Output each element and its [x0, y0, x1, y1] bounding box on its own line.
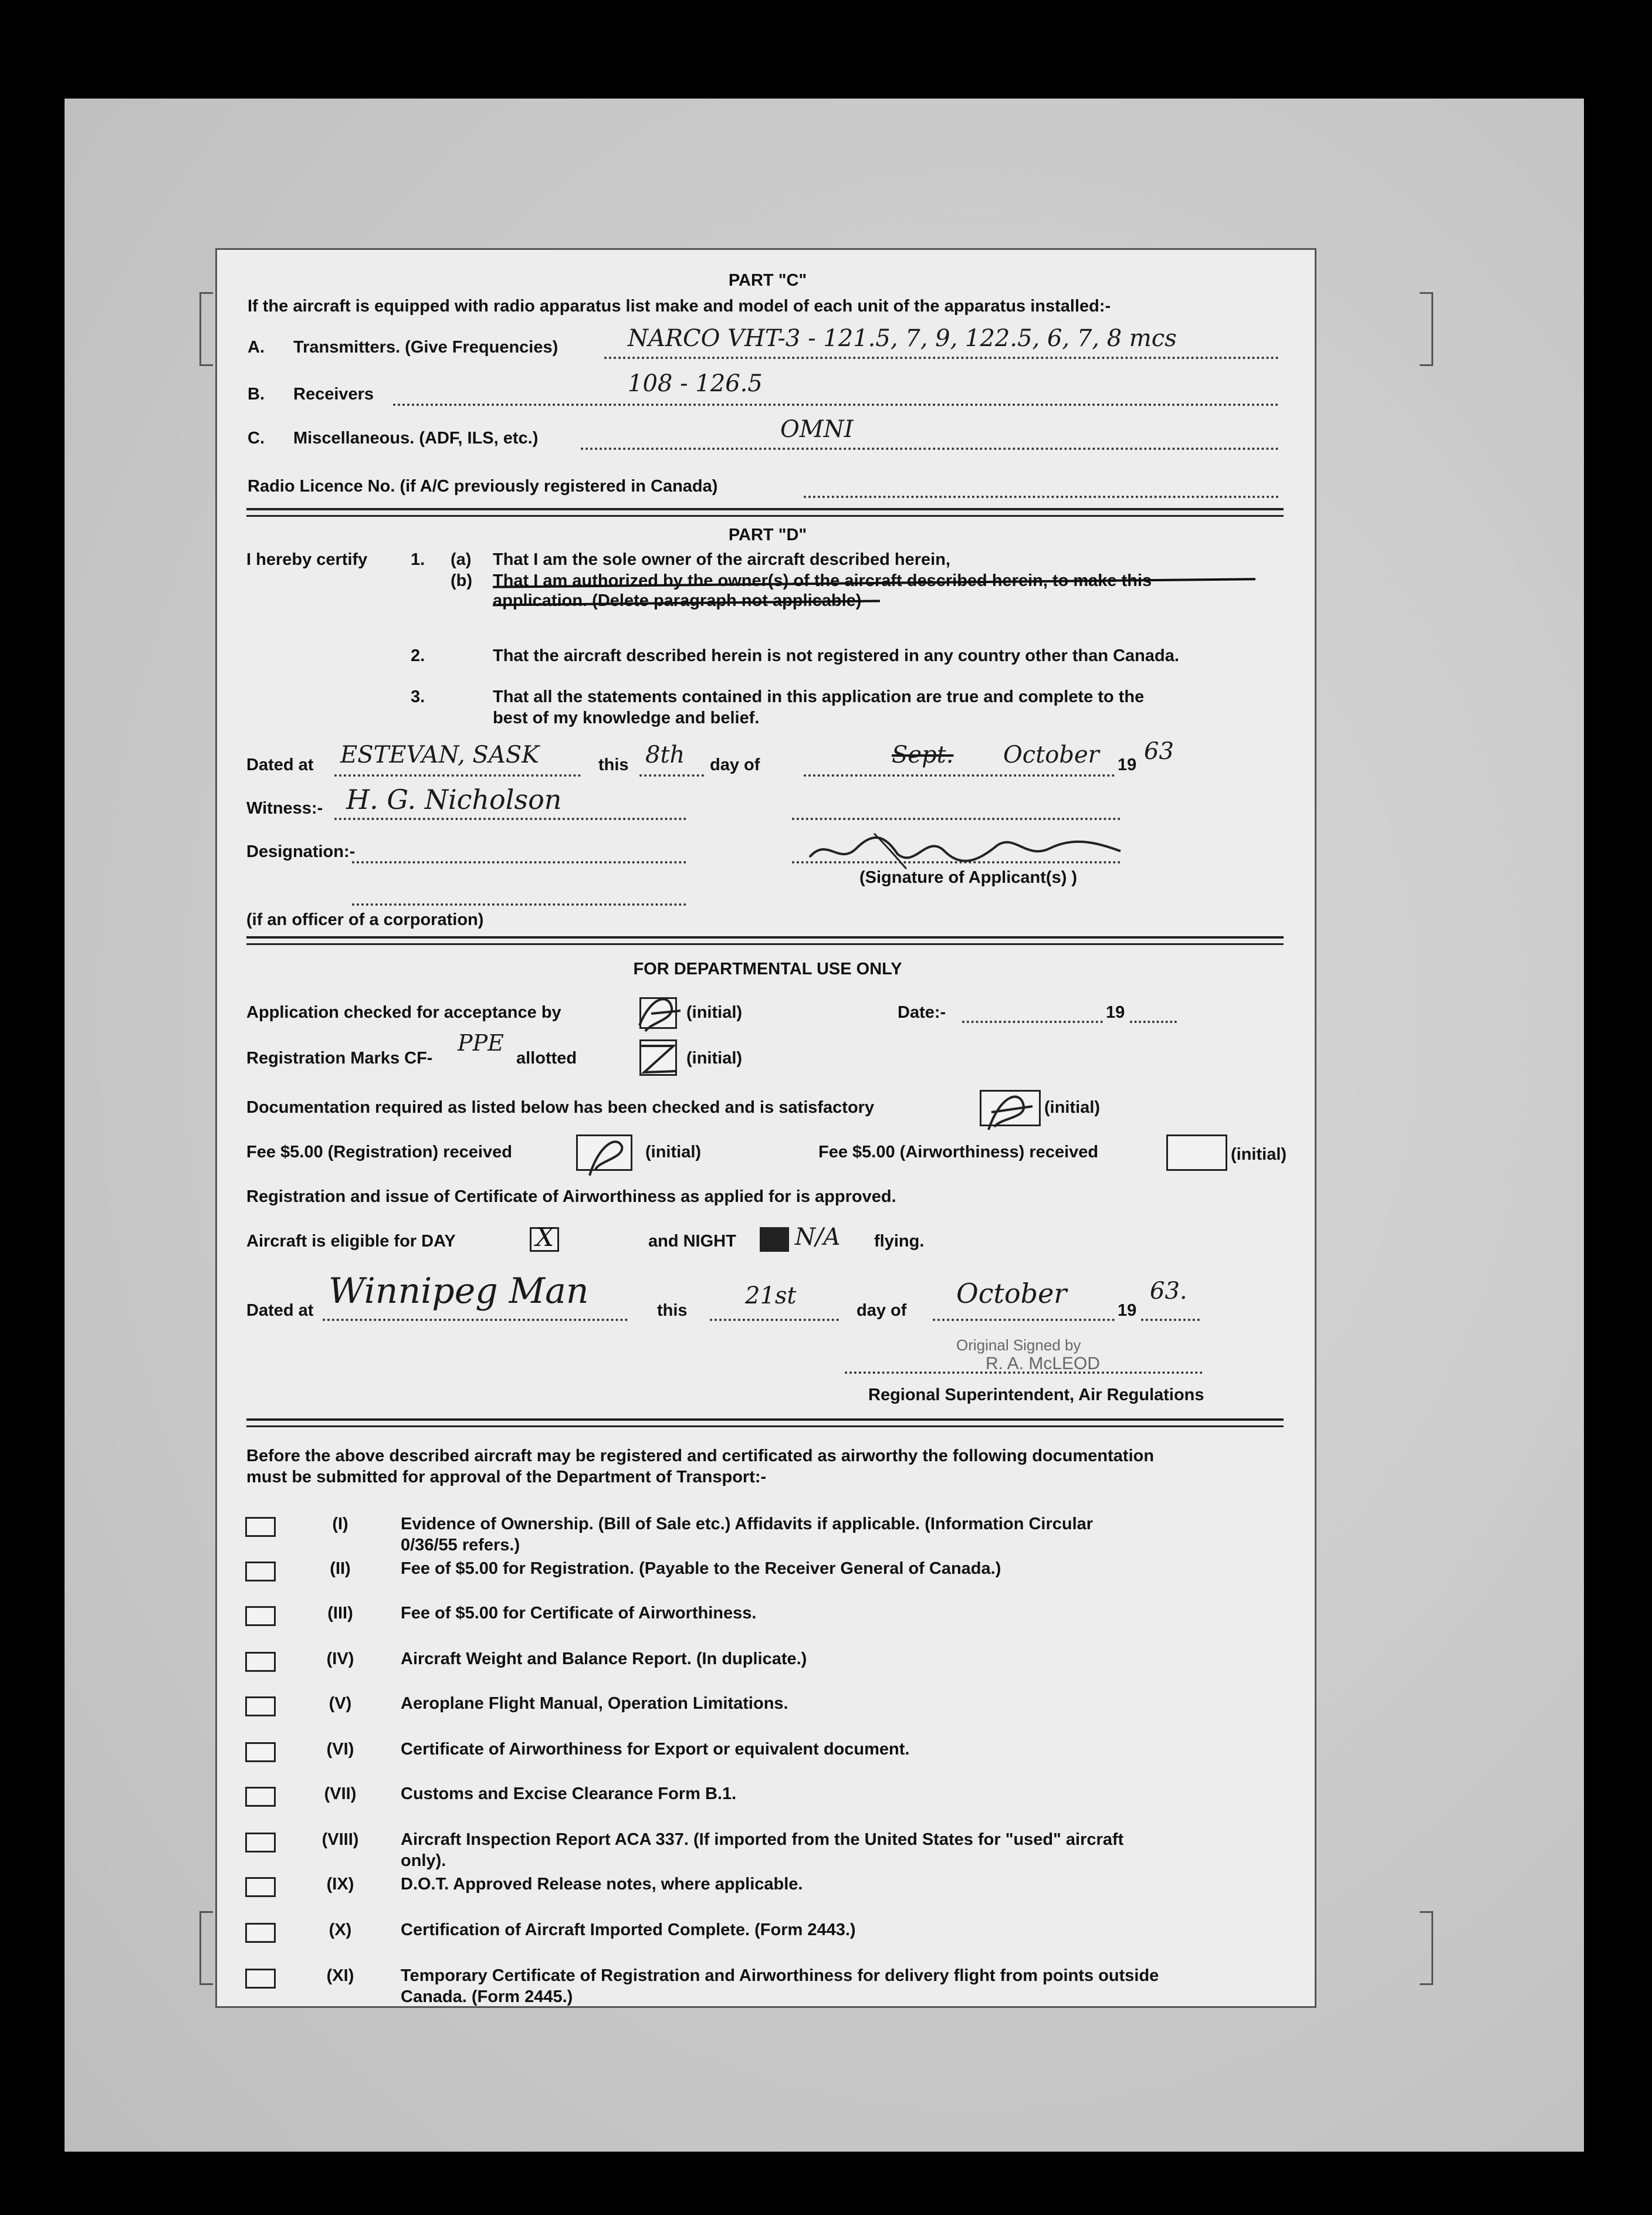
checklist-item-number: (VI)	[326, 1740, 354, 1759]
checklist-item-text: Evidence of Ownership. (Bill of Sale etc.) Affidavits if applicable. (Information Circular	[401, 1515, 1094, 1533]
initial-label: (initial)	[1231, 1145, 1287, 1164]
section-rule	[246, 508, 1284, 510]
checklist-item-number: (II)	[330, 1559, 351, 1578]
initial-mark	[974, 1083, 1044, 1136]
dated-at-label: Dated at	[246, 756, 314, 774]
superintendent-label: Regional Superintendent, Air Regulations	[868, 1386, 1204, 1404]
year-prefix: 19	[1118, 756, 1137, 774]
and-night-label: and NIGHT	[648, 1232, 736, 1251]
reg-marks-label: Registration Marks CF-	[246, 1049, 433, 1068]
misc-label: Miscellaneous. (ADF, ILS, etc.)	[293, 429, 539, 448]
designation-label: Designation:-	[246, 842, 356, 861]
initial-label: (initial)	[1044, 1098, 1101, 1117]
checklist-checkbox[interactable]	[245, 1969, 276, 1989]
corner-bracket	[1420, 292, 1433, 366]
eligible-day-label: Aircraft is eligible for DAY	[246, 1232, 456, 1251]
part-c-intro: If the aircraft is equipped with radio apparatus list make and model of each unit of the apparatus installed:-	[248, 297, 1111, 316]
checklist-item-text: Certification of Aircraft Imported Complete. (Form 2443.)	[401, 1921, 856, 1939]
checklist-item-text: Fee of $5.00 for Certificate of Airworthiness.	[401, 1604, 757, 1623]
day-of-label: day of	[710, 756, 760, 774]
dept-dated-at-label: Dated at	[246, 1301, 314, 1320]
misc-value[interactable]: OMNI	[780, 416, 854, 443]
dept-year-prefix: 19	[1118, 1301, 1137, 1320]
checklist-item-number: (IV)	[326, 1650, 354, 1668]
fee-airworthiness-label: Fee $5.00 (Airworthiness) received	[818, 1143, 1099, 1161]
initial-label: (initial)	[686, 1049, 743, 1068]
clause-1-number: 1.	[411, 550, 425, 569]
checklist-item-number: (III)	[327, 1604, 353, 1623]
designation-line	[352, 861, 686, 863]
section-rule	[246, 1418, 1284, 1421]
year-value[interactable]: 63	[1144, 738, 1174, 765]
dept-month-value[interactable]: October	[956, 1278, 1067, 1309]
radio-licence-label: Radio Licence No. (if A/C previously registered in Canada)	[248, 477, 718, 496]
dept-day-of-label: day of	[857, 1301, 907, 1320]
month-struck-value: Sept.	[892, 741, 954, 768]
approval-statement: Registration and issue of Certificate of Airworthiness as applied for is approved.	[246, 1187, 896, 1206]
transmitters-letter: A.	[248, 338, 265, 357]
applicant-signature	[804, 825, 1132, 872]
checklist-item-number: (X)	[329, 1921, 352, 1939]
checklist-item-text: Aircraft Weight and Balance Report. (In duplicate.)	[401, 1650, 807, 1668]
checklist-checkbox[interactable]	[245, 1833, 276, 1852]
clause-3-text-1: That all the statements contained in this application are true and complete to the	[493, 687, 1145, 706]
initial-box-fee-airworthiness[interactable]	[1166, 1134, 1227, 1171]
date-label: Date:-	[898, 1003, 946, 1022]
dept-year-line	[1141, 1319, 1200, 1321]
receivers-label: Receivers	[293, 385, 374, 404]
day-line	[639, 774, 704, 777]
checklist-item-number: (V)	[329, 1694, 352, 1713]
documentation-checked-label: Documentation required as listed below has been checked and is satisfactory	[246, 1098, 875, 1117]
this-label: this	[598, 756, 629, 774]
flying-label: flying.	[874, 1232, 925, 1251]
checklist-item-text: Certificate of Airworthiness for Export or equivalent document.	[401, 1740, 910, 1759]
checklist-checkbox[interactable]	[245, 1787, 276, 1807]
checked-label: Application checked for acceptance by	[246, 1003, 561, 1022]
checklist-item-text: D.O.T. Approved Release notes, where applicable.	[401, 1875, 803, 1894]
date-year-line	[1130, 1021, 1177, 1023]
departmental-heading: FOR DEPARTMENTAL USE ONLY	[633, 960, 902, 978]
dept-day-value[interactable]: 21st	[745, 1282, 797, 1309]
application-form-page	[215, 248, 1316, 2008]
initial-mark	[575, 1129, 634, 1181]
section-rule	[246, 936, 1284, 939]
checklist-item-number: (I)	[332, 1515, 348, 1533]
checklist-item-text: Aircraft Inspection Report ACA 337. (If imported from the United States for "used" aircraft	[401, 1830, 1124, 1849]
checklist-item-number: (XI)	[326, 1966, 354, 1985]
signature-line-1	[792, 818, 1120, 820]
initial-mark	[632, 1037, 685, 1082]
radio-licence-line	[804, 496, 1279, 498]
reg-marks-value[interactable]: PPE	[458, 1030, 504, 1056]
checklist-checkbox[interactable]	[245, 1923, 276, 1943]
checklist-item-text: Fee of $5.00 for Registration. (Payable to the Receiver General of Canada.)	[401, 1559, 1001, 1578]
misc-letter: C.	[248, 429, 265, 448]
dept-place-value[interactable]: Winnipeg Man	[329, 1271, 589, 1312]
night-checkbox[interactable]	[760, 1227, 789, 1252]
checklist-item-number: (IX)	[326, 1875, 354, 1894]
section-rule	[246, 1425, 1284, 1427]
section-rule	[246, 943, 1284, 945]
clause-a-text: That I am the sole owner of the aircraft described herein,	[493, 550, 950, 569]
corner-bracket	[1420, 1911, 1433, 1985]
checklist-item-text: Temporary Certificate of Registration and Airworthiness for delivery flight from points outside	[401, 1966, 1159, 1985]
dept-this-label: this	[657, 1301, 688, 1320]
dept-year-value[interactable]: 63.	[1150, 1278, 1187, 1305]
signer-name: R. A. McLEOD	[986, 1354, 1101, 1373]
section-rule	[246, 515, 1284, 517]
dated-place-value[interactable]: ESTEVAN, SASK	[340, 741, 539, 768]
checklist-checkbox[interactable]	[245, 1652, 276, 1672]
transmitters-value[interactable]: NARCO VHT-3 - 121.5, 7, 9, 122.5, 6, 7, 8 mcs	[628, 325, 1177, 352]
dept-month-line	[933, 1319, 1115, 1321]
officer-note: (if an officer of a corporation)	[246, 910, 484, 929]
clause-2-number: 2.	[411, 646, 425, 665]
month-value[interactable]: October	[1003, 741, 1099, 768]
fee-registration-label: Fee $5.00 (Registration) received	[246, 1143, 512, 1161]
night-note: N/A	[795, 1224, 841, 1251]
dept-place-line	[323, 1319, 628, 1321]
part-d-heading: PART "D"	[728, 526, 807, 544]
transmitters-label: Transmitters. (Give Frequencies)	[293, 338, 558, 357]
checklist-checkbox[interactable]	[245, 1606, 276, 1626]
checklist-checkbox[interactable]	[245, 1877, 276, 1897]
checklist-item-text-continued: 0/36/55 refers.)	[401, 1536, 520, 1554]
part-c-heading: PART "C"	[728, 271, 807, 290]
transmitters-line	[604, 357, 1279, 359]
original-signed-label: Original Signed by	[956, 1336, 1081, 1354]
date-year-prefix: 19	[1106, 1003, 1125, 1022]
initial-label: (initial)	[686, 1003, 743, 1022]
day-mark: X	[536, 1222, 554, 1252]
signature-caption: (Signature of Applicant(s) )	[859, 868, 1078, 887]
clause-2-text: That the aircraft described herein is not registered in any country other than Canada.	[493, 646, 1179, 665]
dept-day-line	[710, 1319, 839, 1321]
designation-line-2	[352, 903, 686, 906]
corner-bracket	[199, 292, 213, 366]
checklist-checkbox[interactable]	[245, 1696, 276, 1716]
corner-bracket	[199, 1911, 213, 1985]
receivers-line	[393, 404, 1279, 406]
initial-mark	[628, 990, 686, 1037]
receivers-letter: B.	[248, 385, 265, 404]
witness-value[interactable]: H. G. Nicholson	[346, 784, 562, 815]
documentation-intro-1: Before the above described aircraft may be registered and certificated as airworthy the following documentation	[246, 1447, 1155, 1465]
day-value[interactable]: 8th	[645, 741, 685, 768]
misc-line	[581, 448, 1279, 450]
clause-3-text-2: best of my knowledge and belief.	[493, 709, 760, 727]
dated-place-line	[334, 774, 581, 777]
checklist-checkbox[interactable]	[245, 1517, 276, 1537]
witness-label: Witness:-	[246, 799, 323, 818]
clause-a-marker: (a)	[451, 550, 472, 569]
checklist-item-number: (VIII)	[321, 1830, 359, 1849]
checklist-item-number: (VII)	[324, 1784, 357, 1803]
receivers-value[interactable]: 108 - 126.5	[628, 370, 763, 397]
initial-label: (initial)	[645, 1143, 702, 1161]
clause-3-number: 3.	[411, 687, 425, 706]
checklist-item-text-continued: only).	[401, 1851, 446, 1870]
month-line	[804, 774, 1115, 777]
checklist-checkbox[interactable]	[245, 1562, 276, 1581]
checklist-item-text-continued: Canada. (Form 2445.)	[401, 1987, 573, 2006]
checklist-checkbox[interactable]	[245, 1742, 276, 1762]
certify-label: I hereby certify	[246, 550, 368, 569]
allotted-label: allotted	[516, 1049, 577, 1068]
checklist-item-text: Customs and Excise Clearance Form B.1.	[401, 1784, 737, 1803]
clause-b-text-1: That I am authorized by the owner(s) of the aircraft described herein, to make this	[493, 571, 1152, 590]
witness-line	[334, 818, 686, 820]
checklist-item-text: Aeroplane Flight Manual, Operation Limitations.	[401, 1694, 788, 1713]
clause-b-marker: (b)	[451, 571, 473, 590]
documentation-intro-2: must be submitted for approval of the Department of Transport:-	[246, 1468, 767, 1486]
clause-b-text-2: application. (Delete paragraph not applicable)	[493, 591, 862, 610]
date-line	[962, 1021, 1103, 1023]
